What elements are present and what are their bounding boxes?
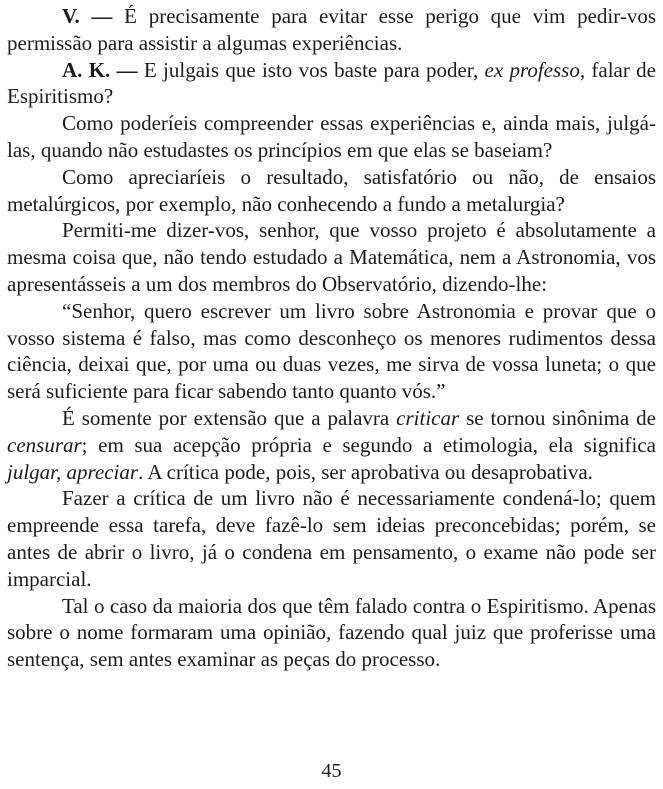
text-run: ; em sua acepção própria e segundo a etimologia, ela significa (81, 432, 656, 457)
text-run: . A crítica pode, pois, ser aprobativa ou desaprobativa. (138, 459, 593, 484)
body-text (7, 3, 656, 673)
text-run: Como poderíeis compreender essas experiências e, ainda mais, julgá-las, quando não estudastes os princípios em que elas se baseiam? (7, 111, 656, 162)
text-run: É precisamente para evitar esse perigo que vim pedir-vos permissão para assistir a algumas experiências. (7, 4, 656, 55)
text-run: , falar de Espiritismo? (7, 57, 656, 109)
paragraph (7, 110, 656, 164)
page-number: 45 (321, 760, 342, 782)
paragraph (7, 298, 656, 405)
text-run: Fazer a crítica de um livro não é necessariamente condená-lo; quem empreende essa tarefa, deve fazê-lo sem ideias preconcebidas; porém, se antes de abrir o livro, já o condena em pensamento, o exame não pode ser imparcial. (7, 486, 656, 591)
text-run: se tornou sinônima de (459, 405, 656, 430)
speaker-label: V. — (62, 4, 113, 28)
paragraph (7, 485, 656, 592)
text-run: Tal o caso da maioria dos que têm falado contra o Espiritismo. Apenas sobre o nome formaram uma opinião, fazendo qual juiz que proferisse uma sentença, sem antes examinar as peças do processo. (7, 593, 656, 672)
emphasized-term: criticar (396, 405, 460, 430)
speaker-label: A. K. — (62, 57, 138, 82)
paragraph (7, 57, 656, 111)
paragraph (7, 3, 656, 57)
paragraph (7, 217, 656, 297)
paragraph (7, 164, 656, 218)
emphasized-term: censurar (7, 432, 82, 457)
paragraph (7, 593, 656, 673)
text-run: “Senhor, quero escrever um livro sobre Astronomia e provar que o vosso sistema é falso, mas como desconheço os menores rudimentos dessa ciência, deixai que, por uma ou duas vezes, me sirva de vossa luneta; o que será suficiente para ficar sabendo tanto quanto vós.” (7, 298, 656, 404)
paragraph (7, 405, 656, 485)
text-run: É somente por extensão que a palavra (62, 405, 397, 430)
text-run: Permiti-me dizer-vos, senhor, que vosso projeto é absolutamente a mesma coisa que, não tendo estudado a Matemática, nem a Astronomia, vos apresentásseis a um dos membros do Observatório, dizendo-lhe: (7, 218, 656, 296)
text-run: E julgais que isto vos baste para poder, (137, 57, 485, 82)
text-run: Como apreciaríeis o resultado, satisfatório ou não, de ensaios metalúrgicos, por exemplo, não conhecendo a fundo a metalurgia? (7, 164, 656, 216)
emphasized-term: julgar, apreciar (7, 459, 139, 484)
emphasized-term: ex professo (484, 57, 580, 82)
